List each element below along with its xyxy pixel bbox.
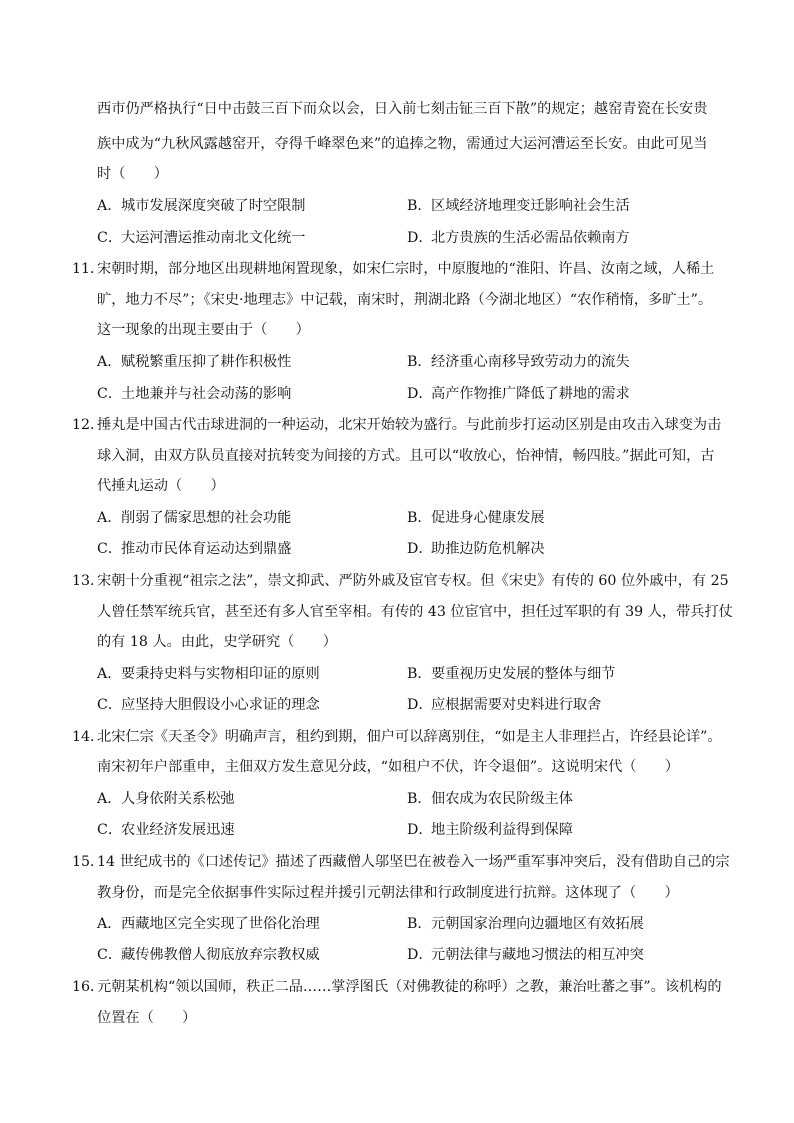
option-text: 要重视历史发展的整体与细节 [431,666,616,682]
question-12-stem-line-1: 捶丸是中国古代击球进洞的一种运动，北宋开始较为盛行。与此前步打运动区别是由攻击入球变为击 [97,417,722,433]
question-10-stem-line-3: 时（ ） [97,166,168,182]
question-14-number: 14． [72,729,105,745]
option-letter: A． [97,666,122,682]
option-letter: D． [407,230,433,246]
option-letter: B． [407,198,432,214]
question-11-stem-line-2: 旷，地力不尽”；《宋史·地理志》中记载，南宋时，荆湖北路（今湖北地区）“农作稍惰，多旷土”。 [97,292,713,308]
option-letter: A． [97,198,122,214]
option-text: 地主阶级利益得到保障 [431,822,573,838]
option-text: 促进身心健康发展 [431,510,545,526]
option-text: 经济重心南移导致劳动力的流失 [431,354,630,370]
option-text: 应根据需要对史料进行取舍 [431,697,602,713]
question-14-option-b[interactable] [407,789,573,809]
question-12-number: 12． [72,417,105,433]
question-13-option-c[interactable] [97,695,320,715]
option-letter: A． [97,791,122,807]
question-15-stem-line-1: 14 世纪成书的《口述传记》描述了西藏僧人邬坚巴在被卷入一场严重军事冲突后，没有借助自己的宗 [97,854,730,870]
option-text: 人身依附关系松弛 [121,791,235,807]
question-15-stem-line-2: 教身份，而是完全依据事件实际过程并援引元朝法律和行政制度进行抗辩。这体现了（ ） [97,885,679,901]
option-text: 西藏地区完全实现了世俗化治理 [121,916,320,932]
option-text: 土地兼并与社会动荡的影响 [121,386,292,402]
question-13-option-b[interactable] [407,664,615,684]
question-13-number: 13． [72,573,105,589]
option-letter: A． [97,354,122,370]
option-text: 推动市民体育运动达到鼎盛 [121,541,292,557]
option-letter: D． [407,386,433,402]
option-letter: D． [407,697,433,713]
question-11-option-d[interactable] [407,384,630,404]
option-text: 元朝法律与藏地习惯法的相互冲突 [431,947,644,963]
question-14-stem-line-2: 南宋初年户部重申，主佃双方发生意见分歧，“如租户不伏，许令退佃”。这说明宋代（ ） [97,759,680,775]
question-12-stem-line-2: 球入洞，由双方队员直接对抗转变为间接的方式。且可以“收放心，怡神情，畅四肢。”据此可知，古 [97,448,715,464]
option-letter: C． [97,822,123,838]
question-16-stem-line-1: 元朝某机构“领以国师，秩正二品……掌浮图氏（对佛教徒的称呼）之教，兼治吐蕃之事”。该机构的 [97,979,722,995]
question-16-number: 16． [72,979,105,995]
question-15-number: 15． [72,854,105,870]
question-13-option-a[interactable] [97,664,320,684]
question-10-stem-line-1: 西市仍严格执行“日中击鼓三百下而众以会，日入前七刻击钲三百下散”的规定；越窑青瓷在长安贵 [97,101,708,117]
question-10-stem-line-2: 族中成为“九秋风露越窑开，夺得千峰翠色来”的追捧之物，需通过大运河漕运至长安。由此可见当 [97,136,708,152]
question-10-option-a[interactable] [97,196,305,216]
option-text: 区域经济地理变迁影响社会生活 [431,198,630,214]
option-letter: A． [97,510,122,526]
option-letter: D． [407,541,433,557]
question-15-option-c[interactable] [97,945,320,965]
question-12-option-c[interactable] [97,539,291,559]
option-text: 要秉持史料与实物相印证的原则 [121,666,320,682]
option-letter: B． [407,916,432,932]
question-11-stem-line-3: 这一现象的出现主要由于（ ） [97,322,310,338]
option-text: 城市发展深度突破了时空限制 [121,198,306,214]
option-text: 赋税繁重压抑了耕作积极性 [121,354,292,370]
question-12-option-a[interactable] [97,508,291,528]
question-10-option-c[interactable] [97,228,305,248]
question-10-option-b[interactable] [407,196,630,216]
question-12-option-b[interactable] [407,508,545,528]
question-14-option-d[interactable] [407,820,573,840]
option-letter: C． [97,697,123,713]
question-13-stem-line-2: 人曾任禁军统兵官，甚至还有多人官至宰相。有传的 43 位宦官中，担任过军职的有 39 人，带兵打仗 [97,604,733,620]
question-13-option-d[interactable] [407,695,601,715]
question-11-option-b[interactable] [407,352,630,372]
question-11-option-a[interactable] [97,352,291,372]
question-15-option-b[interactable] [407,914,644,934]
question-11-number: 11． [72,261,105,277]
question-10-option-d[interactable] [407,228,630,248]
option-letter: B． [407,510,432,526]
option-text: 元朝国家治理向边疆地区有效拓展 [431,916,644,932]
option-text: 佃农成为农民阶级主体 [431,791,573,807]
option-text: 助推边防危机解决 [431,541,545,557]
question-11-option-c[interactable] [97,384,291,404]
question-14-option-c[interactable] [97,820,235,840]
option-text: 北方贵族的生活必需品依赖南方 [431,230,630,246]
option-letter: B． [407,666,432,682]
option-letter: B． [407,791,432,807]
option-letter: D． [407,822,433,838]
question-11-stem-line-1: 宋朝时期，部分地区出现耕地闲置现象，如宋仁宗时，中原腹地的“淮阳、许昌、汝南之域，人稀土 [97,261,715,277]
question-13-stem-line-1: 宋朝十分重视“祖宗之法”，崇文抑武、严防外戚及宦官专权。但《宋史》有传的 60 位外戚中，有 25 [97,573,729,589]
question-14-option-a[interactable] [97,789,235,809]
question-14-stem-line-1: 北宋仁宗《天圣令》明确声言，租约到期，佃户可以辞离别住，“如是主人非理拦占，许经县论详”。 [97,729,722,745]
question-12-stem-line-3: 代捶丸运动（ ） [97,478,225,494]
option-letter: A． [97,916,122,932]
option-letter: C． [97,541,123,557]
option-letter: D． [407,947,433,963]
option-text: 高产作物推广降低了耕地的需求 [431,386,630,402]
option-text: 削弱了儒家思想的社会功能 [121,510,292,526]
option-text: 藏传佛教僧人彻底放弃宗教权威 [121,947,320,963]
question-15-option-a[interactable] [97,914,320,934]
option-letter: C． [97,386,123,402]
question-12-option-d[interactable] [407,539,545,559]
option-text: 农业经济发展迅速 [121,822,235,838]
option-text: 大运河漕运推动南北文化统一 [121,230,306,246]
option-letter: B． [407,354,432,370]
question-16-stem-line-2: 位置在（ ） [97,1010,197,1026]
option-text: 应坚持大胆假设小心求证的理念 [121,697,320,713]
option-letter: C． [97,947,123,963]
option-letter: C． [97,230,123,246]
question-15-option-d[interactable] [407,945,644,965]
question-13-stem-line-3: 的有 18 人。由此，史学研究（ ） [97,634,337,650]
